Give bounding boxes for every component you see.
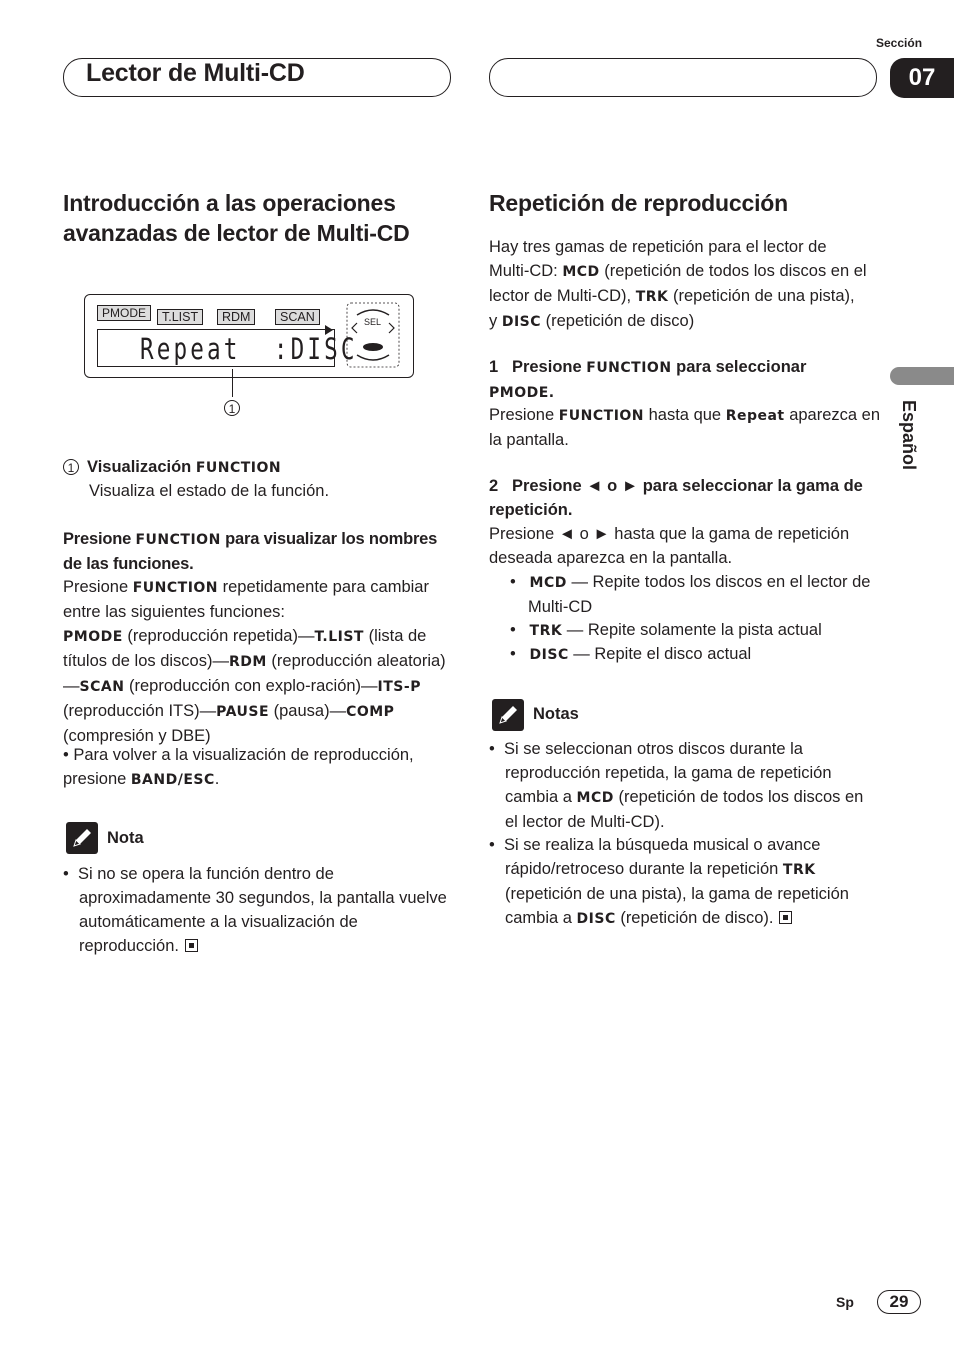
repeat-intro: Hay tres gamas de repetición para el lector de Multi-CD: MCD (repetición de todos los discos en el lector de Multi-CD), TRK (repetición de una pista), y DISC (repetición de disco) bbox=[489, 238, 867, 330]
note-title: Nota bbox=[107, 829, 144, 847]
page-number: 29 bbox=[877, 1290, 921, 1314]
step1-title: 1 Presione FUNCTION para seleccionar PMODE. bbox=[489, 358, 807, 401]
header-right-frame bbox=[489, 58, 877, 97]
note-pencil-icon bbox=[66, 822, 98, 854]
notes-title: Notas bbox=[533, 705, 579, 723]
sel-joystick-icon bbox=[343, 301, 403, 371]
lcd-screen bbox=[97, 329, 358, 367]
notes-pencil-icon bbox=[492, 699, 524, 731]
note1: • Si se seleccionan otros discos durante la reproducción repetida, la gama de repetición cambia a MCD (repetición de todos los discos en el lector de Multi-CD). bbox=[489, 740, 864, 831]
note-body: • Si no se opera la función dentro de aproximadamente 30 segundos, la pantalla vuelve automáticamente a la visualización de reproducción. bbox=[63, 865, 447, 955]
function-display-illustration bbox=[84, 294, 414, 378]
end-mark-icon bbox=[185, 939, 198, 952]
section-label: Sección bbox=[876, 36, 923, 50]
language-tab-label: Español bbox=[899, 400, 919, 471]
callout-title: 1 Visualización FUNCTION bbox=[63, 455, 281, 480]
note2: • Si se realiza la búsqueda musical o avance rápido/retroceso durante la repetición TRK (repetición de una pista), la gama de repetición cambia a DISC (repetición de disco). bbox=[489, 836, 849, 927]
press-function-body: Presione FUNCTION repetidamente para cambiar entre las siguientes funciones: PMODE (reproducción repetida)—T.LIST (lista de títulos de los discos)—RDM (reproducción aleatoria)—SCAN (reproducción con explo-ración)—ITS-P (reproducción ITS)—PAUSE (pausa)—COMP (compresión y DBE) bbox=[63, 578, 446, 745]
footer-language: Sp bbox=[836, 1294, 854, 1310]
callout-marker: 1 bbox=[224, 400, 240, 418]
lcd-tab-scan: SCAN bbox=[275, 309, 320, 325]
option-disc: • DISC — Repite el disco actual bbox=[510, 645, 752, 663]
option-trk: • TRK — Repite solamente la pista actual bbox=[510, 621, 822, 639]
lcd-screen-text: Repeat :DISC bbox=[140, 332, 358, 366]
language-tab-marker bbox=[890, 367, 954, 385]
left-heading: Introducción a las operaciones avanzadas de lector de Multi-CD bbox=[63, 190, 410, 246]
callout-description: Visualiza el estado de la función. bbox=[89, 482, 330, 500]
section-number: 07 bbox=[890, 58, 954, 98]
callout-line bbox=[232, 369, 233, 397]
chapter-title: Lector de Multi-CD bbox=[86, 59, 305, 87]
lcd-tab-tlist: T.LIST bbox=[157, 309, 203, 325]
end-mark-icon bbox=[779, 911, 792, 924]
sel-label: SEL bbox=[364, 317, 382, 327]
return-instruction: • Para volver a la visualización de reproducción, presione BAND/ESC. bbox=[63, 746, 414, 788]
step1-body: Presione FUNCTION hasta que Repeat aparezca en la pantalla. bbox=[489, 406, 881, 449]
step2-body: Presione ◄ o ► hasta que la gama de repetición deseada aparezca en la pantalla. bbox=[489, 525, 850, 567]
lcd-tab-pmode: PMODE bbox=[97, 305, 151, 321]
right-heading: Repetición de reproducción bbox=[489, 190, 788, 216]
lcd-tab-rdm: RDM bbox=[217, 309, 255, 325]
option-mcd: • MCD — Repite todos los discos en el lector de Multi-CD bbox=[510, 573, 871, 616]
step2-title: 2 Presione ◄ o ► para seleccionar la gama de repetición. bbox=[489, 477, 863, 519]
press-function-title: Presione FUNCTION para visualizar los nombres de las funciones. bbox=[63, 530, 438, 573]
